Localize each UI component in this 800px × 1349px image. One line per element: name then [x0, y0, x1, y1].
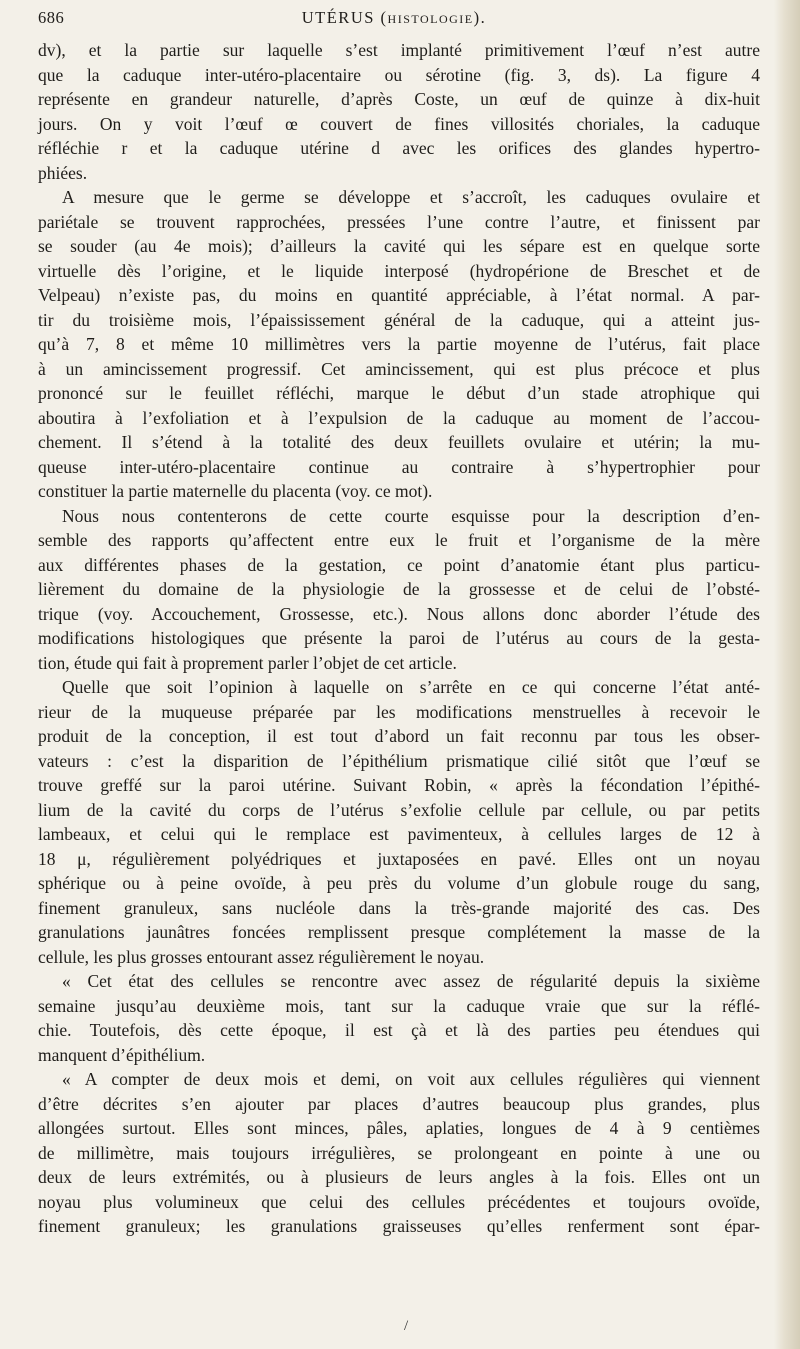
signature-mark: /: [404, 1318, 409, 1334]
running-title: [38, 8, 750, 28]
text-line: sphérique ou à peine ovoïde, à peu près du volume d’un globule rouge du sang,: [38, 873, 760, 893]
page-number: 686: [38, 8, 65, 27]
text-line: rieur de la muqueuse préparée par les modifications menstruelles à recevoir le: [38, 701, 760, 722]
text-line: qu’à 7, 8 et même 10 millimètres vers la partie moyenne de l’utérus, fait place: [38, 334, 760, 354]
text-line: lambeaux, et celui qui le remplace est pavimenteux, à cellules larges de 12 à: [38, 824, 760, 844]
text-line: que la caduque inter-utéro-placentaire ou sérotine (fig. 3, ds). La figure 4: [38, 64, 760, 85]
text-line: allongées surtout. Elles sont minces, pâles, aplaties, longues de 4 à 9 centièmes: [38, 1118, 760, 1138]
text-line: trique (voy. Accouchement, Grossesse, etc.). Nous allons donc aborder l’étude des: [38, 603, 760, 624]
text-line: aux différentes phases de la gestation, ce point d’anatomie étant plus particu-: [38, 554, 760, 575]
text-line: jours. On y voit l’œuf œ couvert de fines villosités choriales, la caduque: [38, 113, 760, 134]
text-line: noyau plus volumineux que celui des cellules précédentes et toujours ovoïde,: [38, 1191, 760, 1212]
text-line: virtuelle dès l’origine, et le liquide interposé (hydropérione de Breschet et de: [38, 260, 760, 281]
text-line: granulations jaunâtres foncées remplissent presque complétement la masse de la: [38, 922, 760, 942]
text-line: constituer la partie maternelle du placenta (voy. ce mot).: [38, 481, 433, 501]
text-line: Nous nous contenterons de cette courte esquisse pour la description d’en-: [62, 505, 760, 526]
text-line: semaine jusqu’au deuxième mois, tant sur la caduque vraie que sur la réflé-: [38, 995, 760, 1016]
text-line: deux de leurs extrémités, ou à plusieurs de leurs angles à la fois. Elles ont un: [38, 1167, 760, 1187]
text-line: finement granuleux, sans nucléole dans la très-grande majorité des cas. Des: [38, 897, 760, 918]
text-line: aboutira à l’exfoliation et à l’expulsion de la caduque au moment de l’accou-: [38, 407, 760, 428]
text-line: cellule, les plus grosses entourant assez régulièrement le noyau.: [38, 946, 485, 967]
page-header: [38, 8, 750, 34]
text-line: lium de la cavité du corps de l’utérus s’exfolie cellule par cellule, ou par petits: [38, 799, 760, 820]
text-line: trouve greffé sur la paroi utérine. Suivant Robin, « après la fécondation l’épithé-: [38, 775, 760, 795]
body-text: [38, 38, 760, 1239]
text-line: produit de la conception, il est tout d’abord un fait reconnu par tous les obser-: [38, 726, 760, 746]
running-title-main: UTÉRUS (: [301, 8, 388, 27]
text-line: d’être décrites s’en ajouter par places d’autres beaucoup plus grandes, plus: [38, 1093, 760, 1114]
text-line: queuse inter-utéro-placentaire continue au contraire à s’hypertrophier pour: [38, 456, 760, 477]
text-line: « Cet état des cellules se rencontre avec assez de régularité depuis la sixième: [62, 971, 760, 991]
text-line: de millimètre, mais toujours irrégulières, se prolongeant en pointe à une ou: [38, 1142, 760, 1163]
text-line: vateurs : c’est la disparition de l’épithélium prismatique cilié sitôt que l’œuf se: [38, 750, 760, 771]
text-line: phiées.: [38, 162, 88, 183]
text-line: Velpeau) n’existe pas, du moins en quantité appréciable, à l’état normal. A par-: [38, 285, 760, 305]
text-line: réfléchie r et la caduque utérine d avec les orifices des glandes hypertro-: [38, 138, 760, 158]
text-line: représente en grandeur naturelle, d’après Coste, un œuf de quinze à dix-huit: [38, 89, 760, 109]
text-line: finement granuleux; les granulations graisseuses qu’elles renferment sont épar-: [38, 1216, 760, 1236]
text-line: semble des rapports qu’affectent entre eux le fruit et l’organisme de la mère: [38, 530, 760, 550]
text-line: à un amincissement progressif. Cet amincissement, qui est plus précoce et plus: [38, 358, 760, 379]
page-edge-shadow: [774, 0, 800, 1349]
text-line: A mesure que le germe se développe et s’accroît, les caduques ovulaire et: [62, 187, 760, 207]
text-line: prononcé sur le feuillet réfléchi, marque le début d’un stade atrophique qui: [38, 383, 760, 403]
text-line: se souder (au 4e mois); d’ailleurs la cavité qui les sépare est en quelque sorte: [38, 236, 760, 256]
running-title-end: ).: [473, 8, 487, 27]
text-line: « A compter de deux mois et demi, on voit aux cellules régulières qui viennent: [62, 1069, 760, 1089]
text-line: manquent d’épithélium.: [38, 1044, 206, 1065]
text-line: tion, étude qui fait à proprement parler l’objet de cet article.: [38, 652, 457, 673]
running-title-sub: HISTOLOGIE: [387, 12, 474, 26]
text-line: pariétale se trouvent rapprochées, pressées l’une contre l’autre, et finissent par: [38, 211, 760, 232]
text-line: tir du troisième mois, l’épaississement général de la caduque, qui a atteint jus-: [38, 309, 760, 330]
text-line: 18 μ, régulièrement polyédriques et juxtaposées en pavé. Elles ont un noyau: [38, 848, 760, 869]
text-line: chement. Il s’étend à la totalité des deux feuillets ovulaire et utérin; la mu-: [38, 432, 760, 452]
text-line: modifications histologiques que présente la paroi de l’utérus au cours de la gesta-: [38, 628, 760, 648]
text-line: dv), et la partie sur laquelle s’est implanté primitivement l’œuf n’est autre: [38, 40, 760, 60]
text-line: Quelle que soit l’opinion à laquelle on s’arrête en ce qui concerne l’état anté-: [62, 677, 760, 697]
text-line: lièrement du domaine de la physiologie de la grossesse et de celui de l’obsté-: [38, 579, 760, 599]
text-line: chie. Toutefois, dès cette époque, il est çà et là des parties peu étendues qui: [38, 1020, 760, 1040]
